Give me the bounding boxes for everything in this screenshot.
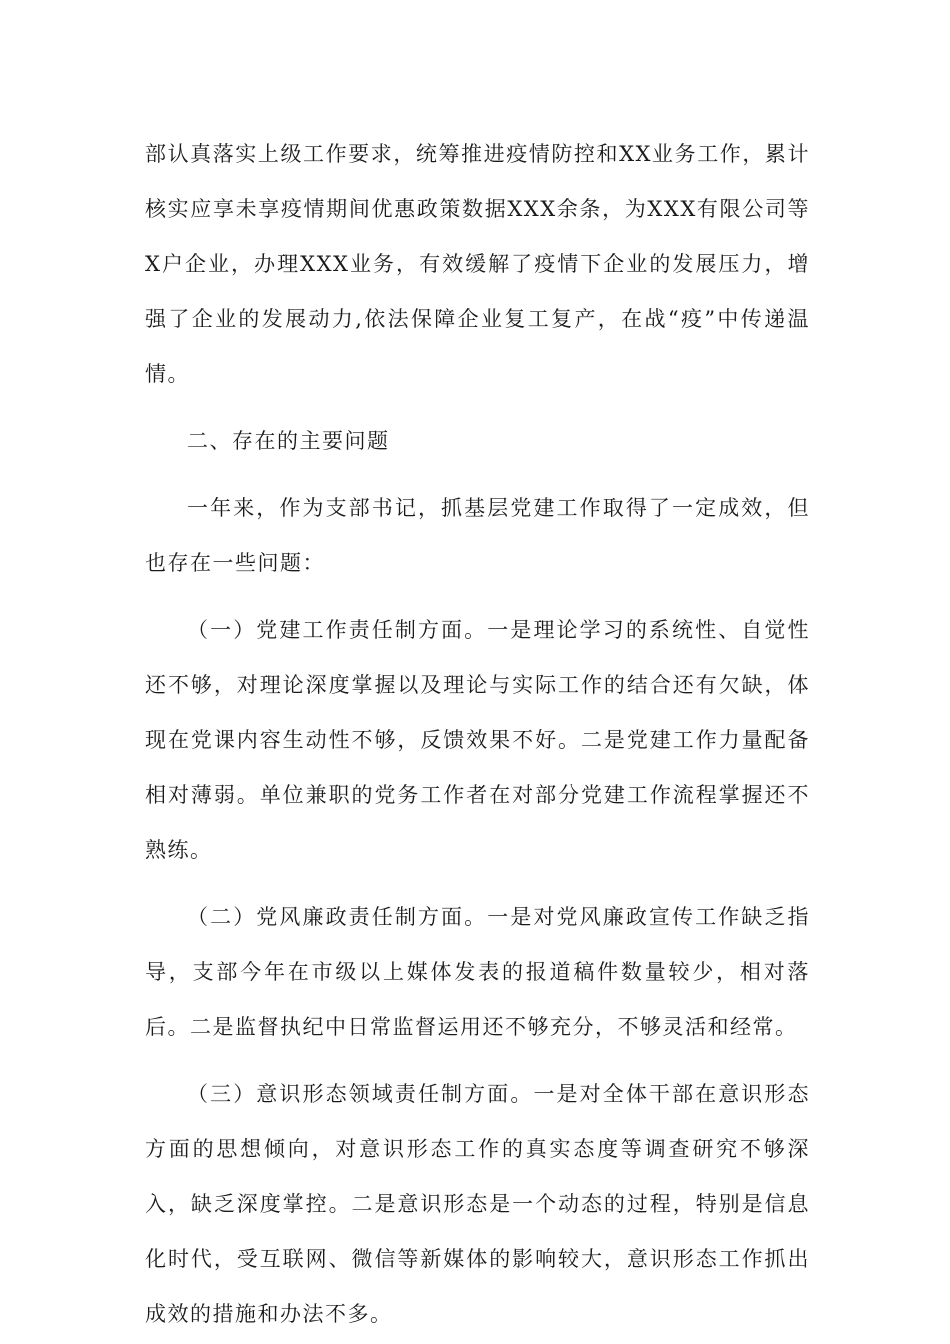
paragraph-item-1: （一）党建工作责任制方面。一是理论学习的系统性、自觉性还不够，对理论深度掌握以及理论与实际工作的结合还有欠缺，体现在党课内容生动性不够，反馈效果不好。二是党建工作力量配备相对薄弱。单位兼职的党务工作者在对部分党建工作流程掌握还不熟练。 (145, 618, 810, 862)
paragraph-item-2: （二）党风廉政责任制方面。一是对党风廉政宣传工作缺乏指导，支部今年在市级以上媒体发表的报道稿件数量较少，相对落后。二是监督执纪中日常监督运用还不够充分，不够灵活和经常。 (145, 905, 810, 1039)
document-page (145, 127, 810, 1342)
paragraph-intro: 一年来，作为支部书记，抓基层党建工作取得了一定成效，但也存在一些问题： (145, 496, 810, 575)
paragraph-item-3: （三）意识形态领域责任制方面。一是对全体干部在意识形态方面的思想倾向，对意识形态工作的真实态度等调查研究不够深入，缺乏深度掌控。二是意识形态是一个动态的过程，特别是信息化时代，受互联网、微信等新媒体的影响较大，意识形态工作抓出成效的措施和办法不多。 (145, 1082, 810, 1326)
paragraph-continuation: 部认真落实上级工作要求，统筹推进疫情防控和XX业务工作，累计核实应享未享疫情期间优惠政策数据XXX余条，为XXX有限公司等X户企业，办理XXX业务，有效缓解了疫情下企业的发展压力，增强了企业的发展动力,依法保障企业复工复产，在战“疫”中传递温情。 (145, 142, 810, 386)
section-heading: 二、存在的主要问题 (187, 429, 390, 453)
